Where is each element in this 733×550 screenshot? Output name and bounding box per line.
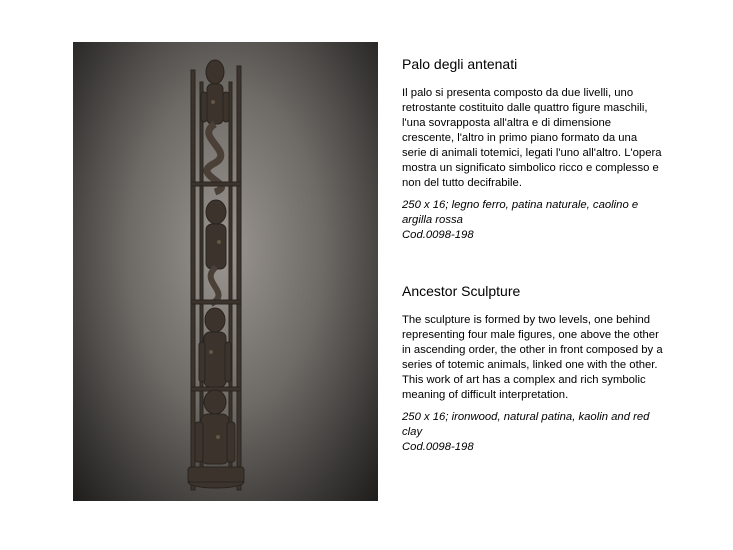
english-description: The sculpture is formed by two levels, one behind representing four male figures, one above the other in ascending order, the other in front composed by a series of totemic animals, linked one with the other. This work of art has a complex and rich symbolic meaning of difficult interpretation. (402, 314, 663, 401)
english-specs (402, 410, 664, 455)
italian-specs-materials: 250 x 16; legno ferro, patina naturale, caolino e argilla rossa (402, 199, 639, 226)
english-description-block (402, 283, 664, 455)
english-title: Ancestor Sculpture (402, 283, 521, 299)
italian-specs (402, 198, 664, 243)
ancestor-pole-illustration (73, 42, 378, 501)
italian-title: Palo degli antenati (402, 56, 518, 72)
english-code: Cod.0098-198 (402, 441, 474, 453)
italian-description-block (402, 56, 664, 243)
italian-code: Cod.0098-198 (402, 229, 474, 241)
sculpture-photo (73, 42, 378, 501)
italian-description: Il palo si presenta composto da due livelli, uno retrostante costituito dalle quattro figure maschili, l'una sovrapposta all'altra e di dimensione crescente, l'altro in primo piano formato da una serie di animali totemici, legati l'uno all'altro. L'opera mostra un significato simbolico ricco e complesso e non del tutto decifrabile. (402, 87, 662, 189)
english-specs-materials: 250 x 16; ironwood, natural patina, kaolin and red clay (402, 411, 650, 438)
